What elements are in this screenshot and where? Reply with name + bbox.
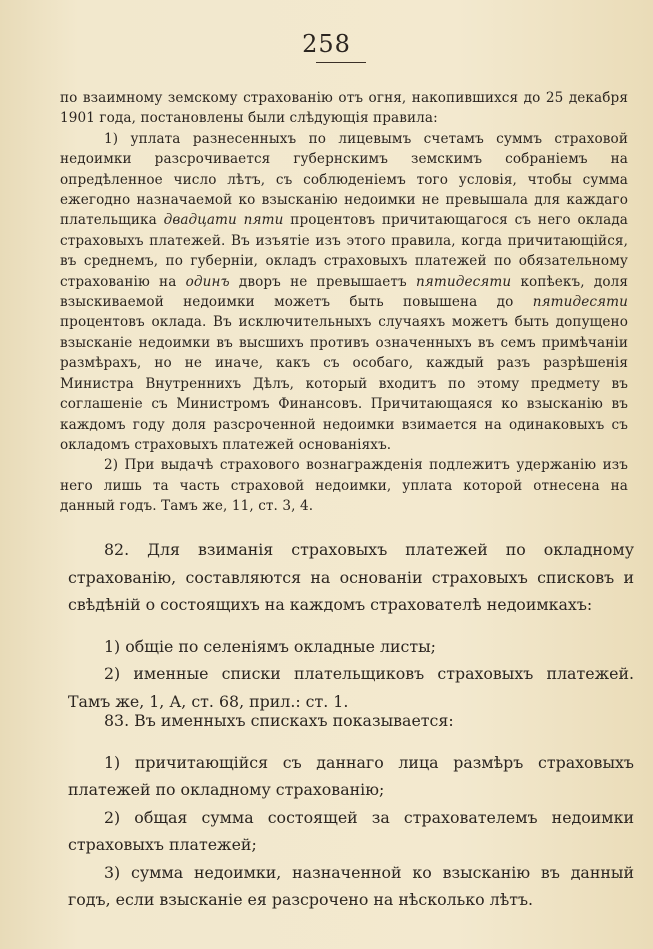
rule-1-text-i: процентовъ оклада. Въ исключительныхъ случаяхъ можетъ быть допущено взысканіе недоимки въ высшихъ противъ означенныхъ въ семъ примѣчаніи размѣрахъ, но не иначе, какъ съ особаго, каждый разъ разрѣшенія Министра Внутреннихъ Дѣлъ, который входитъ по этому предмету въ соглашеніе съ Министромъ Финансовъ. Причитающаяся ко взысканію въ каждомъ году доля разсроченной недоимки взимается на одинаковыхъ съ окладомъ страховыхъ платежей основаніяхъ.	[60, 314, 628, 453]
rule-1-italic-h: пятидесяти	[532, 294, 629, 311]
article-82-item-2: 2) именные списки плательщиковъ страховыхъ платежей. Тамъ же, 1, А, ст. 68, прил.: ст. 1.	[68, 664, 634, 711]
rule-1-text-c: процентовъ причитающагося съ него оклада страховыхъ платежей. Въ изъятіе изъ этого правила, когда причитающійся, въ среднемъ, по губерніи, окладъ страховыхъ платежей по обязательному страхованію на	[60, 212, 629, 290]
intro-paragraph: по взаимному земскому страхованію отъ огня, накопившихся до 25 декабря 1901 года, постановлены были слѣдующія правила:	[60, 90, 628, 127]
article-82-intro: 82. Для взиманія страховыхъ платежей по окладному страхованію, составляются на основаніи страховыхъ списковъ и свѣдѣній о состоящихъ на каждомъ страхователѣ недоимкахъ:	[68, 540, 634, 614]
rule-1-text-g: копѣекъ, доля взыскиваемой недоимки можетъ быть повышена до	[60, 273, 629, 311]
rule-1-text-a: 1) уплата разнесенныхъ по лицевымъ счетамъ суммъ страховой недоимки разсрочивается губернскимъ земскимъ собраніемъ на опредѣленное число лѣтъ, съ соблюденіемъ того условія, чтобы сумма ежегодно назначаемой ко взысканію недоимки не превышала для каждаго плательщика	[60, 130, 628, 229]
article-83-item-3: 3) сумма недоимки, назначенной ко взысканію въ данный годъ, если взысканіе ея разсрочено на нѣсколько лѣтъ.	[68, 862, 634, 909]
rule-1-paragraph	[60, 129, 628, 456]
article-83-item-1: 1) причитающійся съ даннаго лица размѣръ страховыхъ платежей по окладному страхованію;	[68, 752, 634, 799]
article-83-intro: 83. Въ именныхъ спискахъ показывается:	[104, 711, 454, 730]
article-81-continuation	[60, 88, 628, 517]
rule-2-paragraph: 2) При выдачѣ страхового вознагражденія подлежитъ удержанію изъ него лишь та часть страховой недоимки, уплата которой отнесена на данный годъ. Тамъ же, 11, ст. 3, 4.	[60, 457, 628, 515]
article-82	[68, 536, 634, 715]
article-82-item-1: 1) общіе по селеніямъ окладные листы;	[104, 636, 436, 656]
article-83-item-2: 2) общая сумма состоящей за страхователемъ недоимки страховыхъ платежей;	[68, 807, 634, 854]
page-number-underline	[316, 62, 366, 63]
rule-1-italic-f: пятидесяти	[415, 273, 512, 290]
page-number: 258	[302, 30, 351, 58]
article-83	[68, 707, 634, 914]
rule-1-text-e: дворъ не превышаетъ	[238, 273, 407, 290]
rule-1-italic-d: одинъ	[185, 273, 230, 290]
rule-1-italic-a: двадцати пяти	[163, 212, 284, 229]
